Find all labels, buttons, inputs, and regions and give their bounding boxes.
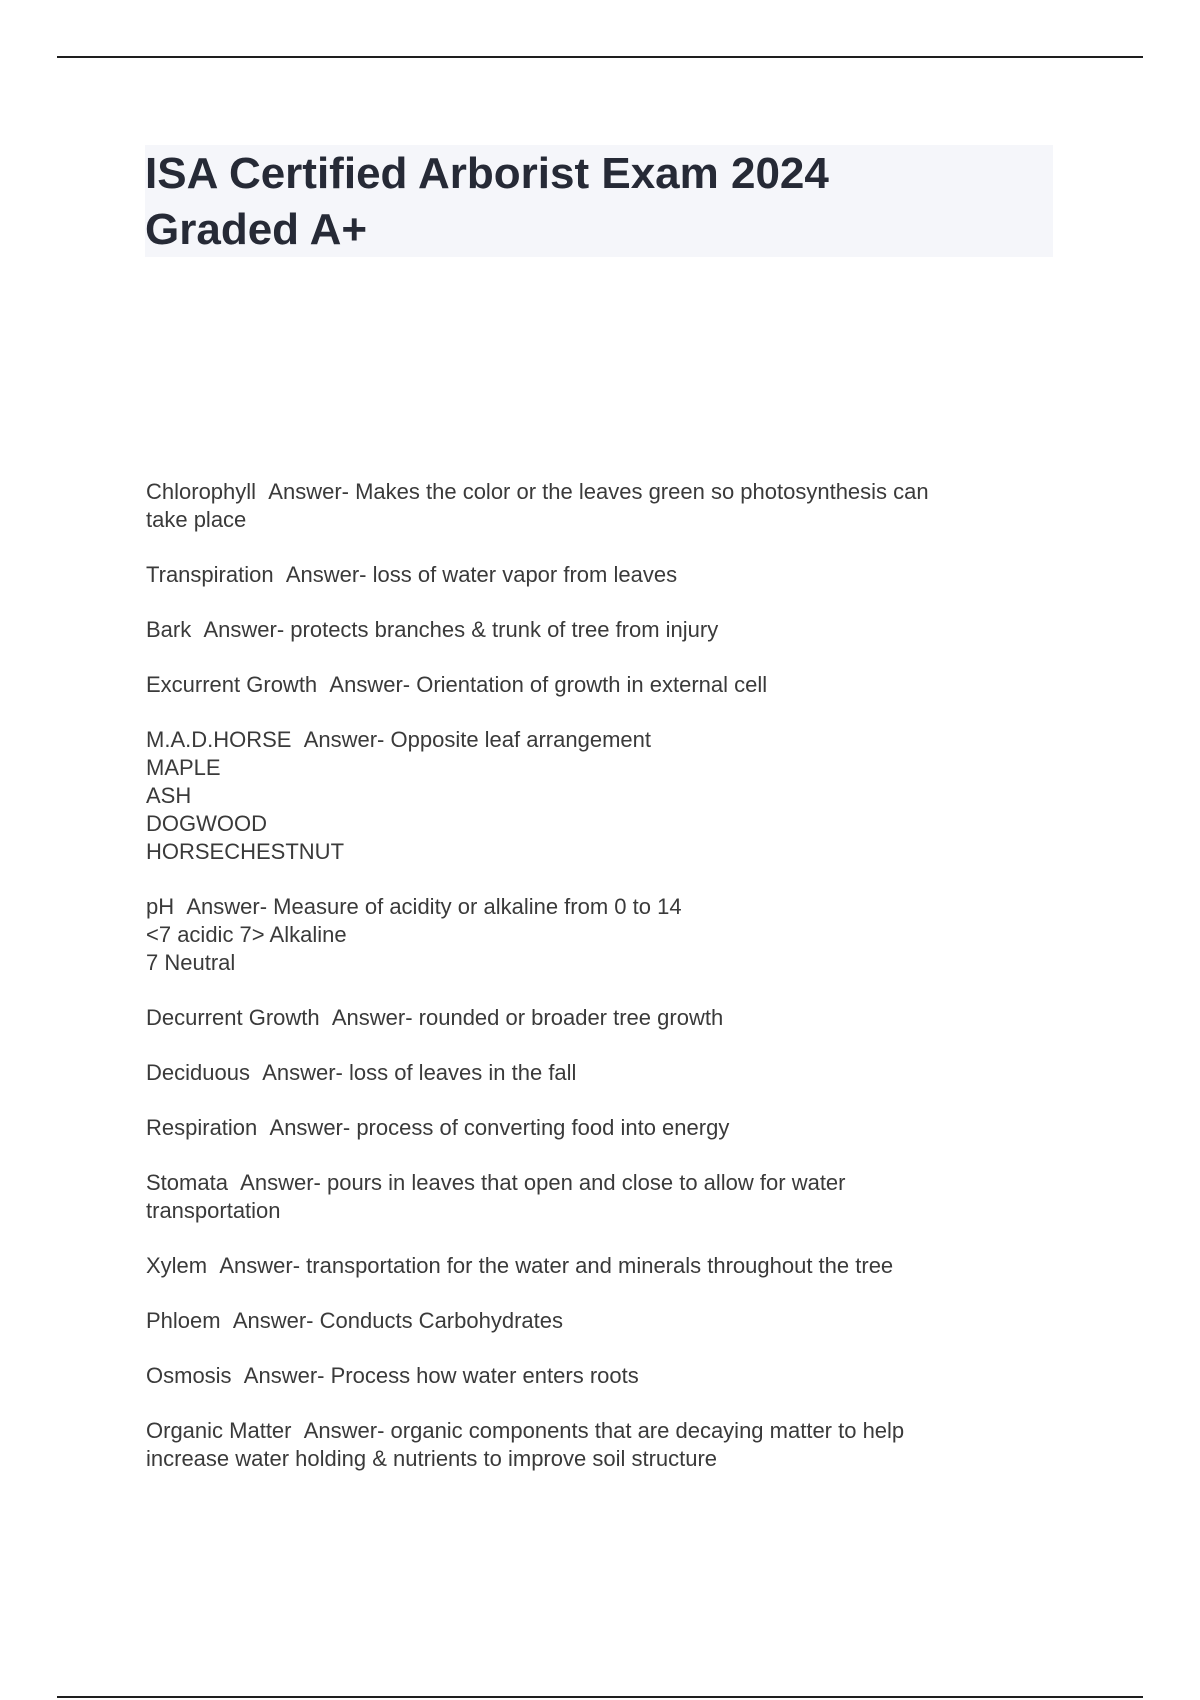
entry-term: pH bbox=[146, 894, 175, 919]
entry-term: Excurrent Growth bbox=[146, 672, 318, 697]
title-line-1: ISA Certified Arborist Exam 2024 bbox=[145, 149, 829, 198]
entry-answer: Answer- process of converting food into energy bbox=[269, 1115, 730, 1140]
entry-continuation-line: increase water holding & nutrients to improve soil structure bbox=[146, 1446, 718, 1471]
entry-continuation-line: MAPLE bbox=[146, 755, 221, 780]
entry-continuation-line: HORSECHESTNUT bbox=[146, 839, 345, 864]
entry-first-line bbox=[146, 671, 1026, 699]
entry-term: Chlorophyll bbox=[146, 479, 257, 504]
entry-answer: Answer- loss of water vapor from leaves bbox=[285, 562, 678, 587]
entry-first-line bbox=[146, 1169, 1026, 1197]
entry-term: Respiration bbox=[146, 1115, 258, 1140]
entry-answer: Answer- pours in leaves that open and close to allow for water bbox=[240, 1170, 846, 1195]
entry-answer: Answer- loss of leaves in the fall bbox=[262, 1060, 577, 1085]
top-rule bbox=[57, 56, 1143, 58]
entry-answer: Answer- rounded or broader tree growth bbox=[331, 1005, 724, 1030]
flashcard-entry bbox=[146, 616, 1026, 644]
flashcard-entry bbox=[146, 561, 1026, 589]
entry-term: Osmosis bbox=[146, 1363, 232, 1388]
entry-first-line bbox=[146, 726, 1026, 754]
entry-term: Transpiration bbox=[146, 562, 274, 587]
bottom-rule bbox=[57, 1696, 1143, 1698]
entry-first-line bbox=[146, 1417, 1026, 1445]
entry-term: Bark bbox=[146, 617, 192, 642]
entry-continuation-line: 7 Neutral bbox=[146, 950, 236, 975]
entry-term: Decurrent Growth bbox=[146, 1005, 320, 1030]
entry-term: Deciduous bbox=[146, 1060, 250, 1085]
entry-continuation-line: DOGWOOD bbox=[146, 811, 267, 836]
flashcard-entry bbox=[146, 1417, 1026, 1473]
flashcard-entry bbox=[146, 671, 1026, 699]
entry-first-line bbox=[146, 893, 1026, 921]
entry-first-line bbox=[146, 1059, 1026, 1087]
flashcard-entry bbox=[146, 478, 1026, 534]
entry-answer: Answer- Measure of acidity or alkaline from 0 to 14 bbox=[186, 894, 682, 919]
entry-term: Stomata bbox=[146, 1170, 228, 1195]
entry-answer: Answer- transportation for the water and minerals throughout the tree bbox=[219, 1253, 894, 1278]
flashcard-entry bbox=[146, 1114, 1026, 1142]
entry-answer: Answer- Process how water enters roots bbox=[243, 1363, 639, 1388]
entry-answer: Answer- Orientation of growth in external cell bbox=[329, 672, 768, 697]
entry-answer: Answer- Makes the color or the leaves green so photosynthesis can bbox=[268, 479, 929, 504]
entry-answer: Answer- protects branches & trunk of tree from injury bbox=[203, 617, 719, 642]
entry-term: M.A.D.HORSE bbox=[146, 727, 292, 752]
flashcard-entry bbox=[146, 893, 1026, 977]
flashcard-entry bbox=[146, 1307, 1026, 1335]
entry-first-line bbox=[146, 1252, 1026, 1280]
page-title bbox=[145, 146, 1045, 258]
flashcard-list bbox=[146, 478, 1026, 1500]
entry-first-line bbox=[146, 1307, 1026, 1335]
entry-continuation-line: take place bbox=[146, 507, 247, 532]
entry-continuation-line: <7 acidic 7> Alkaline bbox=[146, 922, 347, 947]
flashcard-entry bbox=[146, 1169, 1026, 1225]
entry-continuation-line: transportation bbox=[146, 1198, 281, 1223]
entry-first-line bbox=[146, 1114, 1026, 1142]
entry-term: Phloem bbox=[146, 1308, 221, 1333]
entry-first-line bbox=[146, 561, 1026, 589]
entry-answer: Answer- Opposite leaf arrangement bbox=[303, 727, 651, 752]
flashcard-entry bbox=[146, 1362, 1026, 1390]
entry-term: Organic Matter bbox=[146, 1418, 292, 1443]
entry-continuation-line: ASH bbox=[146, 783, 192, 808]
entry-answer: Answer- organic components that are decaying matter to help bbox=[303, 1418, 905, 1443]
flashcard-entry bbox=[146, 1252, 1026, 1280]
entry-first-line bbox=[146, 478, 1026, 506]
entry-first-line bbox=[146, 616, 1026, 644]
entry-answer: Answer- Conducts Carbohydrates bbox=[232, 1308, 563, 1333]
entry-first-line bbox=[146, 1004, 1026, 1032]
entry-first-line bbox=[146, 1362, 1026, 1390]
flashcard-entry bbox=[146, 726, 1026, 866]
flashcard-entry bbox=[146, 1059, 1026, 1087]
title-line-2: Graded A+ bbox=[145, 205, 368, 254]
flashcard-entry bbox=[146, 1004, 1026, 1032]
entry-term: Xylem bbox=[146, 1253, 208, 1278]
